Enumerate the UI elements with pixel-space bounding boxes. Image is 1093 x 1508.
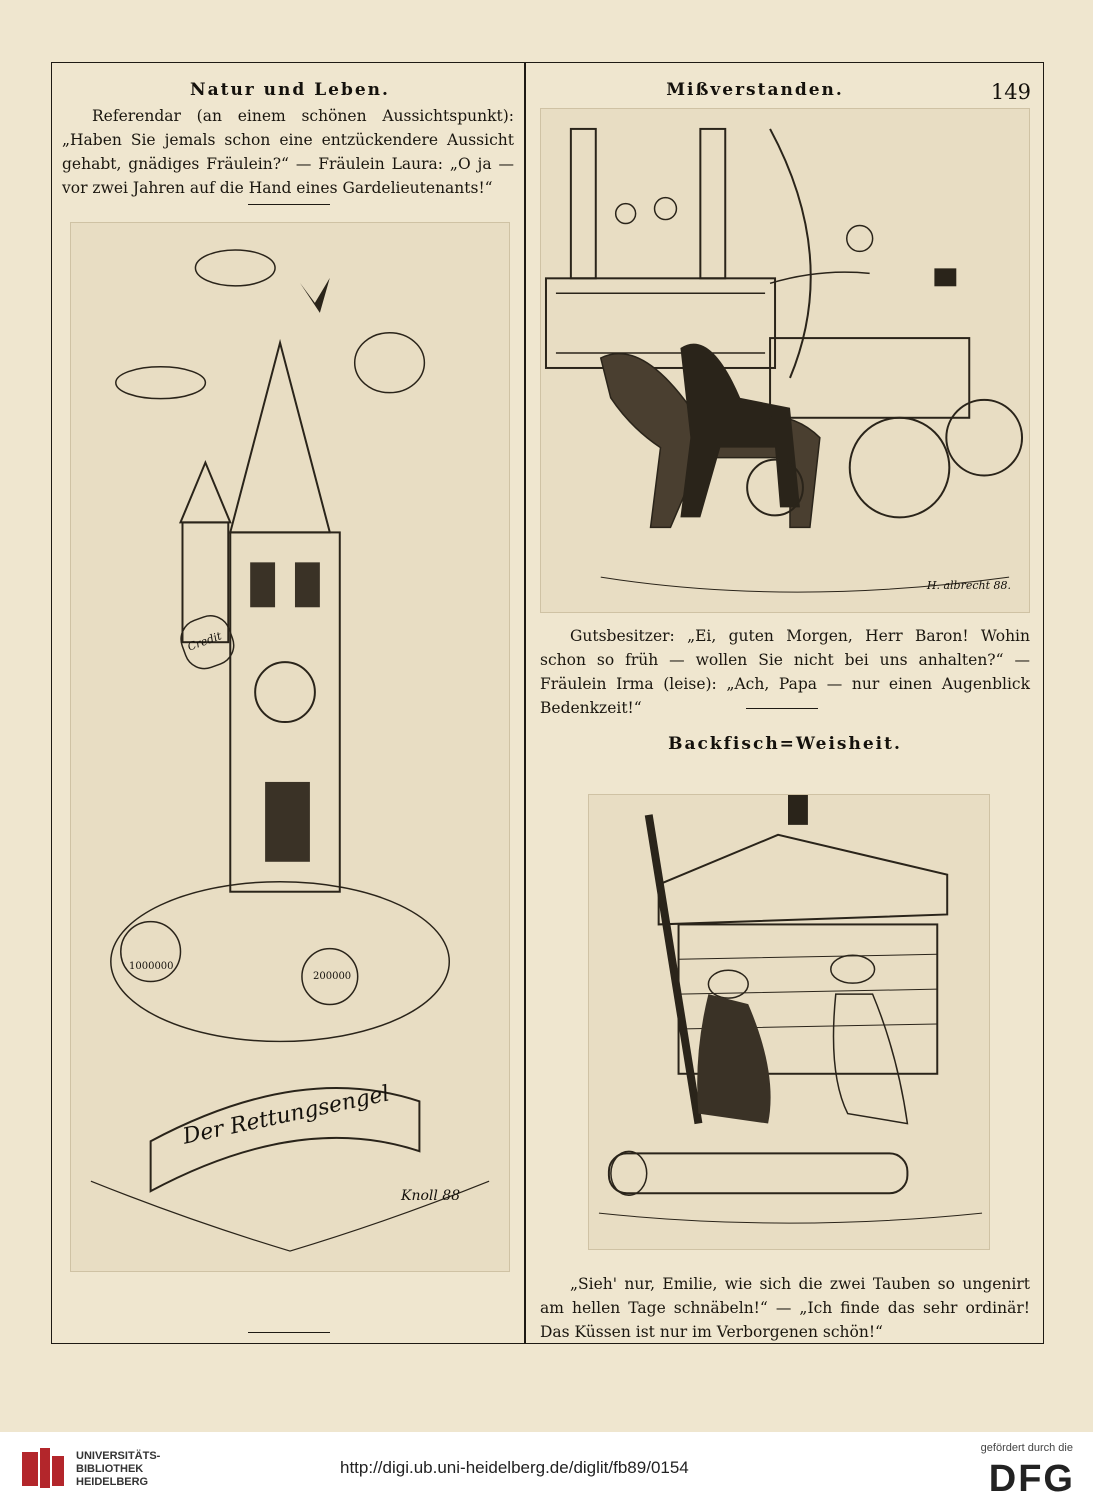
left-separator-bottom	[248, 1332, 330, 1333]
illustration-sign-text: Credit	[185, 629, 224, 654]
library-name: UNIVERSITÄTS- BIBLIOTHEK HEIDELBERG	[76, 1450, 161, 1488]
right-paragraph-1: Gutsbesitzer: „Ei, guten Morgen, Herr Baron! Wohin schon so früh — wollen Sie nicht bei uns anhalten?“ — Fräulein Irma (leise): „Ach, Papa — nur einen Augenblick Bedenkzeit!“	[540, 627, 1030, 717]
dfg-logo: DFG	[988, 1458, 1075, 1500]
page-number: 149	[990, 80, 1031, 104]
illustration-banner-text: Der Rettungsengel	[180, 1081, 392, 1150]
funding-note: gefördert durch die	[980, 1442, 1073, 1454]
two-girls-cabin-illustration-icon	[588, 794, 990, 1250]
university-library-logo-icon	[20, 1446, 66, 1492]
right-heading-2: Backfisch=Weisheit.	[668, 734, 902, 754]
right-paragraph-2: „Sieh' nur, Emilie, wie sich die zwei Tauben so ungenirt am hellen Tage schnäbeln!“ — „Ich finde das sehr ordinär! Das Küssen ist nur im Verborgenen schön!“	[540, 1275, 1030, 1341]
column-divider	[524, 62, 526, 1344]
horse-carriage-illustration-icon	[540, 108, 1030, 613]
digital-library-url-link[interactable]: http://digi.ub.uni-heidelberg.de/diglit/fb89/0154	[340, 1458, 689, 1477]
tower-fantasy-illustration-icon	[70, 222, 510, 1272]
left-separator-top	[248, 204, 330, 205]
money-bag-label-2: 200000	[313, 971, 352, 982]
left-heading: Natur und Leben.	[190, 80, 390, 100]
carriage-illustration-signature: H. albrecht 88.	[926, 579, 1011, 592]
right-separator-1	[746, 708, 818, 709]
right-heading-1: Mißverstanden.	[666, 80, 844, 100]
left-paragraph: Referendar (an einem schönen Aussichtspunkt): „Haben Sie jemals schon eine entzückendere Aussicht gehabt, gnädiges Fräulein?“ — Fräulein Laura: „O ja — vor zwei Jahren auf die Hand eines Gardelieutenants!“	[62, 107, 514, 197]
money-bag-label-1: 1000000	[129, 961, 174, 972]
footer-bar	[0, 1432, 1093, 1508]
illustration-signature: Knoll 88	[401, 1188, 461, 1204]
